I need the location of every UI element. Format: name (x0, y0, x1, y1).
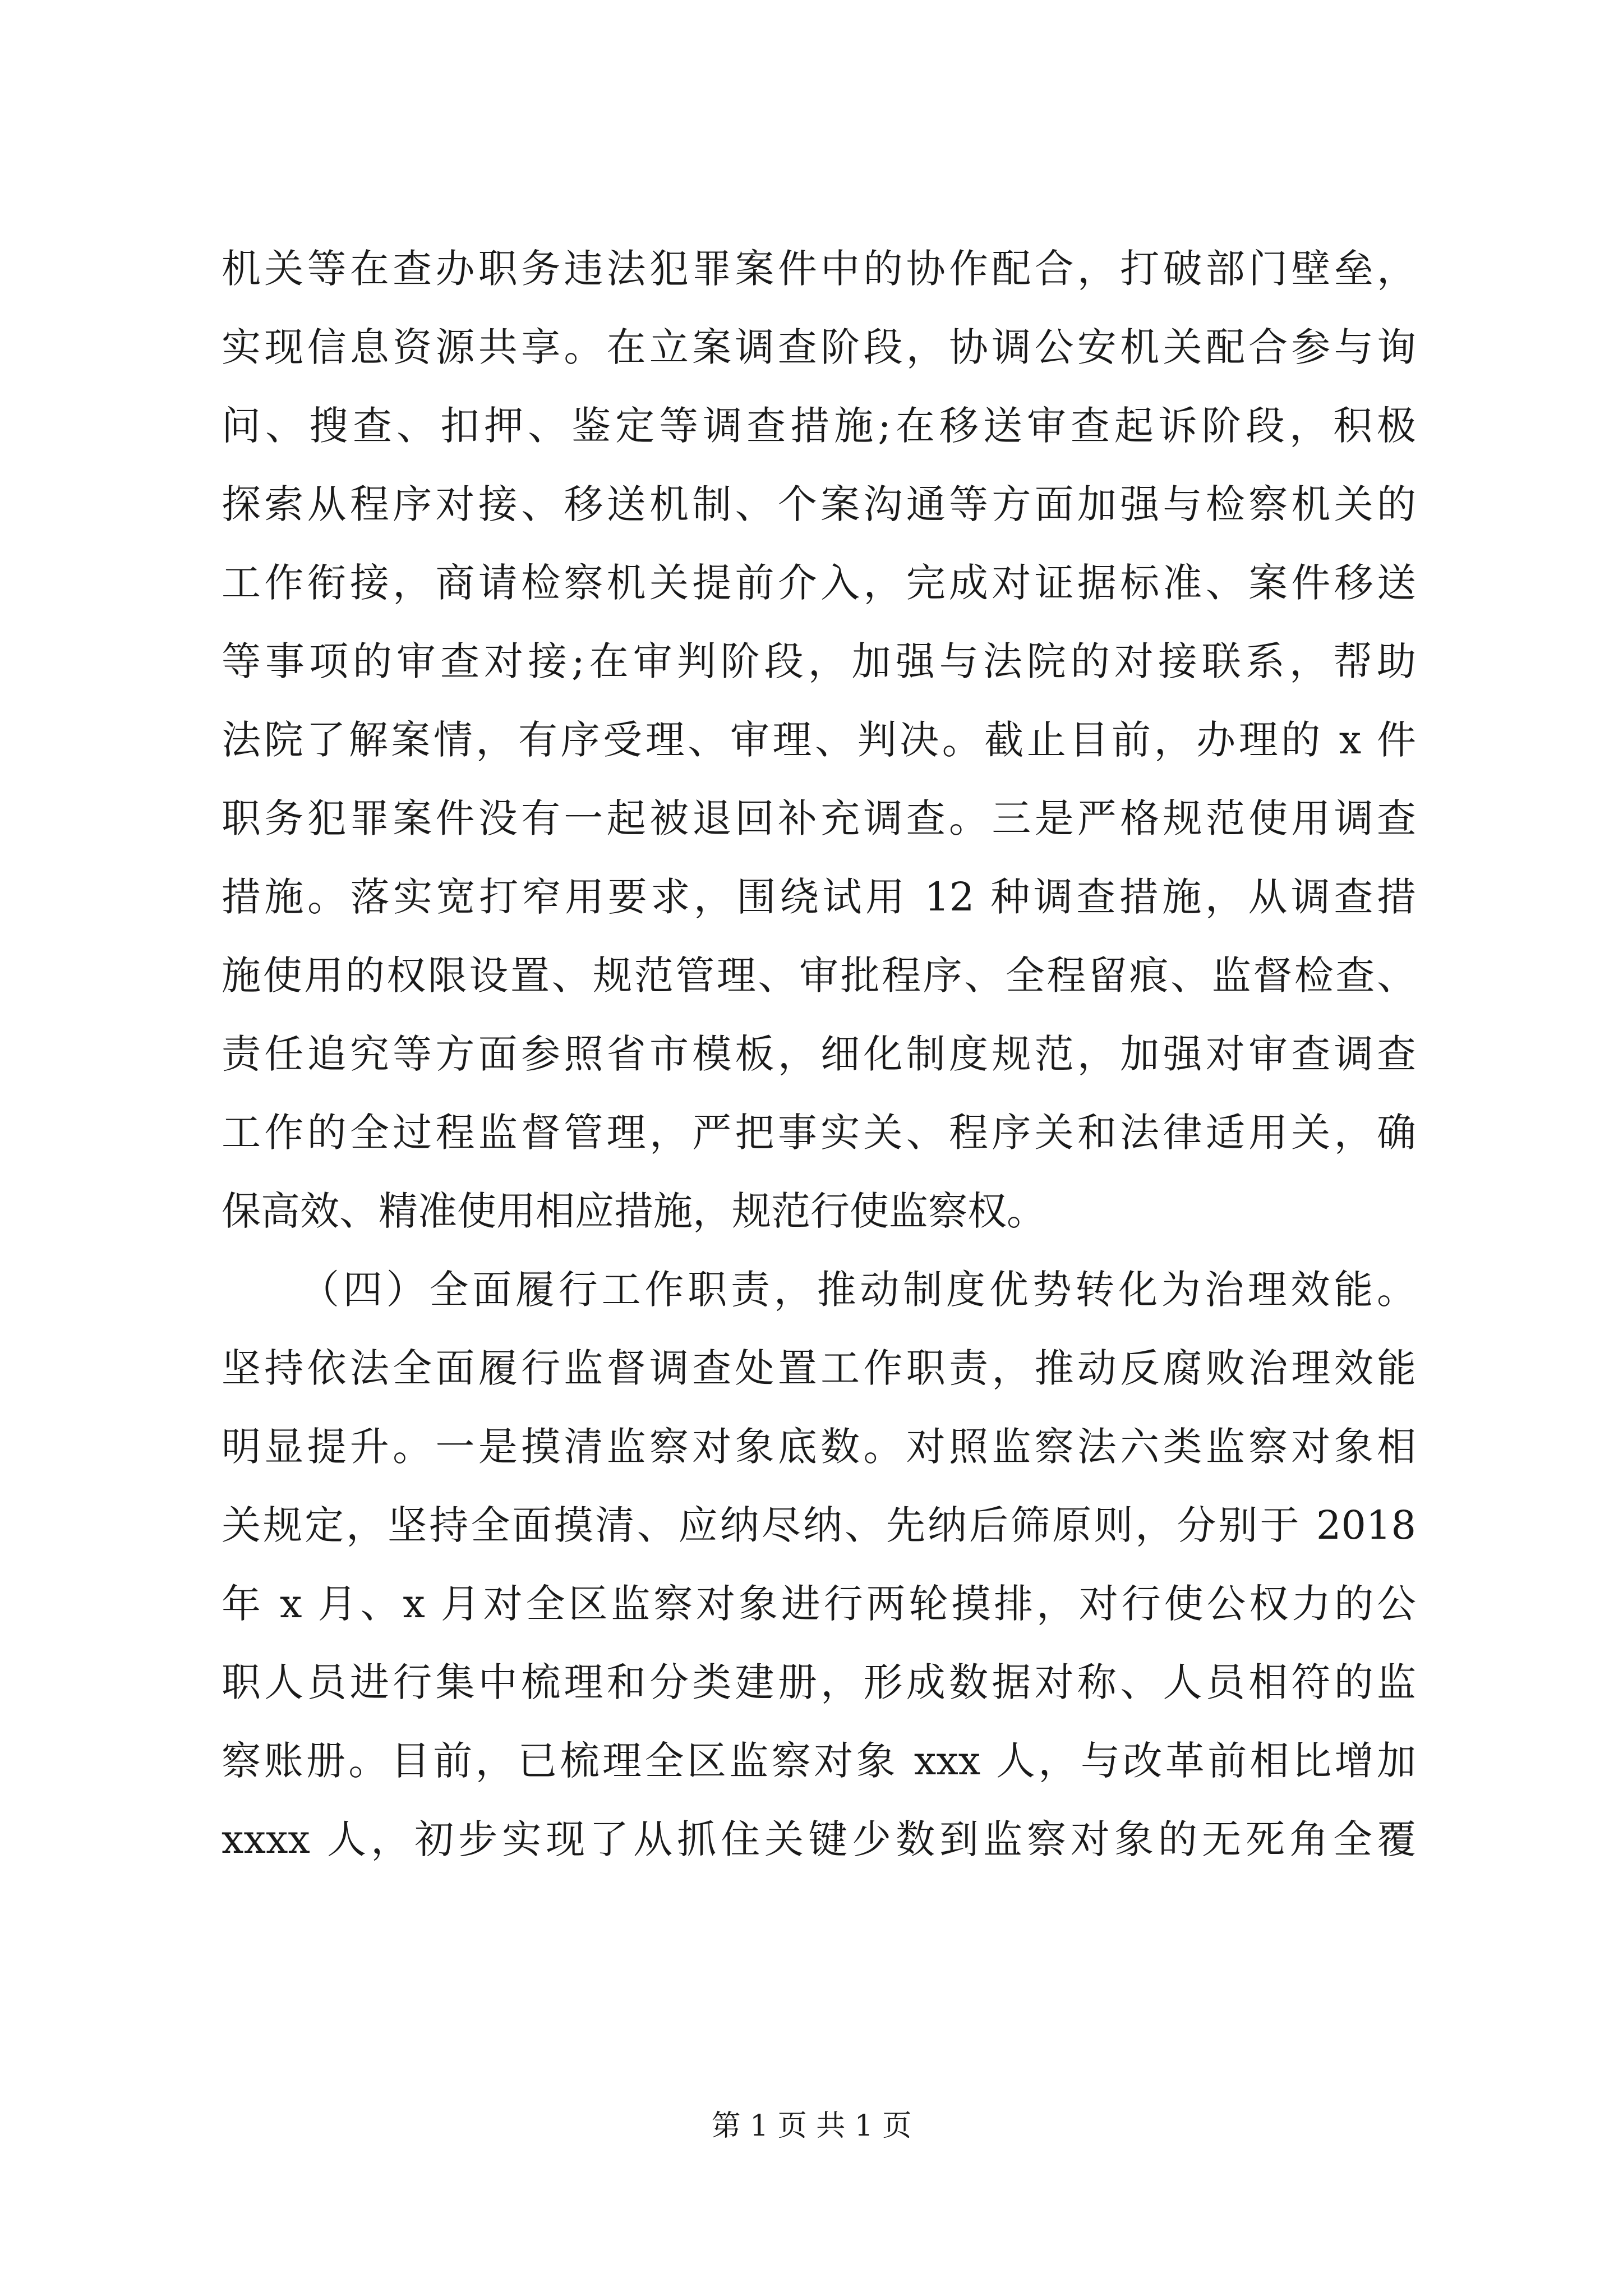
body-line-9: 措施。落实宽打窄用要求，围绕试用 12 种调查措施，从调查措 (222, 874, 1416, 920)
body-line-1: 机关等在查办职务违法犯罪案件中的协作配合，打破部门壁垒， (222, 246, 1416, 292)
body-line-7: 法院了解案情，有序受理、审理、判决。截止目前，办理的 x 件 (222, 717, 1416, 763)
body-line-16: 明显提升。一是摸清监察对象底数。对照监察法六类监察对象相 (222, 1424, 1416, 1470)
body-line-11: 责任追究等方面参照省市模板，细化制度规范，加强对审查调查 (222, 1031, 1416, 1077)
page-footer: 第 1 页 共 1 页 (711, 2109, 912, 2143)
body-line-10: 施使用的权限设置、规范管理、审批程序、全程留痕、监督检查、 (222, 953, 1416, 999)
body-line-2: 实现信息资源共享。在立案调查阶段，协调公安机关配合参与询 (222, 324, 1416, 370)
body-line-17: 关规定，坚持全面摸清、应纳尽纳、先纳后筛原则，分别于 2018 (222, 1502, 1416, 1548)
body-line-4: 探索从程序对接、移送机制、个案沟通等方面加强与检察机关的 (222, 481, 1416, 527)
body-line-8: 职务犯罪案件没有一起被退回补充调查。三是严格规范使用调查 (222, 795, 1416, 841)
body-line-3: 问、搜查、扣押、鉴定等调查措施;在移送审查起诉阶段，积极 (222, 403, 1416, 449)
body-line-20: 察账册。目前，已梳理全区监察对象 xxx 人，与改革前相比增加 (222, 1738, 1416, 1784)
body-line-21: xxxx 人，初步实现了从抓住关键少数到监察对象的无死角全覆 (222, 1816, 1416, 1862)
body-line-5: 工作衔接，商请检察机关提前介入，完成对证据标准、案件移送 (222, 560, 1416, 606)
body-line-19: 职人员进行集中梳理和分类建册，形成数据对称、人员相符的监 (222, 1659, 1416, 1705)
body-line-13: 保高效、精准使用相应措施，规范行使监察权。 (222, 1188, 1046, 1234)
section-heading: （四）全面履行工作职责，推动制度优势转化为治理效能。 (300, 1267, 1416, 1313)
body-line-18: 年 x 月、x 月对全区监察对象进行两轮摸排，对行使公权力的公 (222, 1581, 1416, 1627)
body-line-6: 等事项的审查对接;在审判阶段，加强与法院的对接联系，帮助 (222, 638, 1416, 684)
body-line-12: 工作的全过程监督管理，严把事实关、程序关和法律适用关，确 (222, 1110, 1416, 1156)
body-line-15: 坚持依法全面履行监督调查处置工作职责，推动反腐败治理效能 (222, 1345, 1416, 1391)
